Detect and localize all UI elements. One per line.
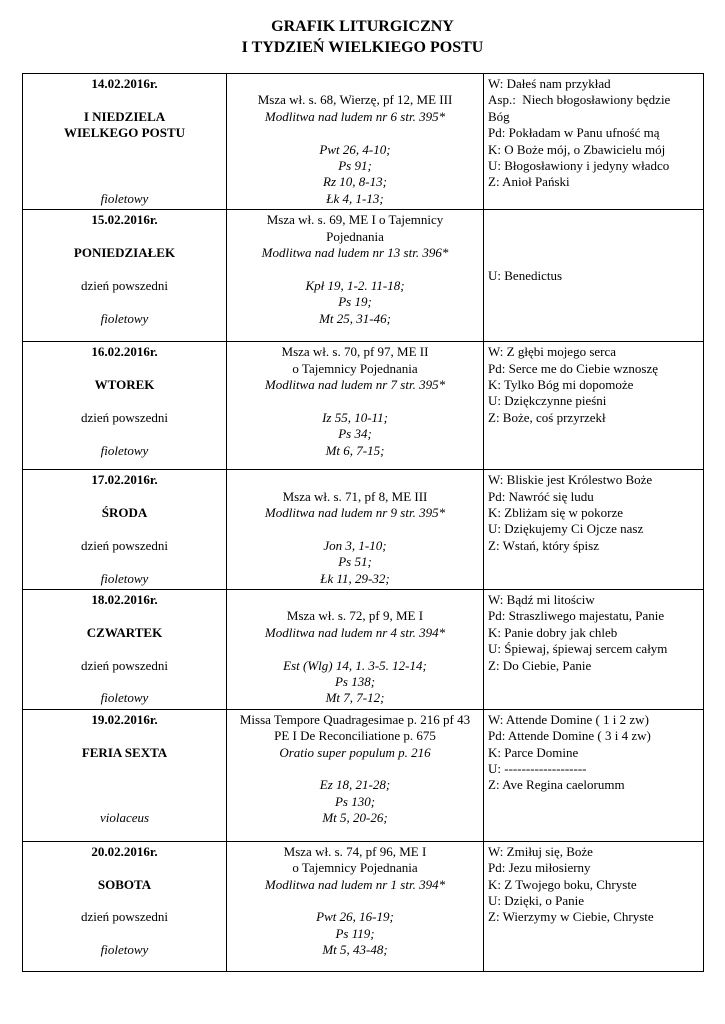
spacer bbox=[27, 761, 222, 777]
song-line: K: O Boże mój, o Zbawicielu mój bbox=[488, 141, 666, 157]
prayer-line: Modlitwa nad ludem nr 4 str. 394* bbox=[264, 624, 446, 640]
mass-cell bbox=[227, 841, 484, 971]
spacer bbox=[27, 229, 222, 245]
spacer bbox=[231, 125, 479, 141]
reading-line: Ps 138; bbox=[334, 674, 376, 690]
song-line: Z: Do Ciebie, Panie bbox=[488, 657, 592, 673]
song-line: W: Bądź mi litościw bbox=[488, 592, 595, 608]
mass-cell bbox=[227, 74, 484, 210]
prayer-line: Modlitwa nad ludem nr 1 str. 394* bbox=[264, 876, 446, 892]
song-line: K: Tylko Bóg mi dopomoże bbox=[488, 377, 634, 393]
songs-cell bbox=[484, 841, 704, 971]
song-line: K: Panie dobry jak chleb bbox=[488, 624, 618, 640]
song-line: U: Dzięki, o Panie bbox=[488, 893, 585, 909]
song-line: U: Dziękczynne pieśni bbox=[488, 393, 607, 409]
mass-line: Msza wł. s. 69, ME I o Tajemnicy bbox=[266, 212, 444, 228]
mass-cell bbox=[227, 709, 484, 841]
spacer bbox=[231, 472, 479, 488]
song-line: U: ------------------- bbox=[488, 761, 587, 777]
schedule-body bbox=[23, 74, 704, 972]
song-line: Pd: Straszliwego majestatu, Panie bbox=[488, 608, 665, 624]
reading-line: Est (Wlg) 14, 1. 3-5. 12-14; bbox=[283, 657, 427, 673]
reading-line: Ps 130; bbox=[334, 793, 376, 809]
day-kind: dzień powszedni bbox=[80, 657, 168, 673]
song-line: Bóg bbox=[488, 108, 510, 124]
table-row bbox=[23, 590, 704, 710]
liturgical-color: fioletowy bbox=[100, 690, 149, 706]
day-date: 15.02.2016r. bbox=[91, 212, 158, 228]
spacer bbox=[27, 777, 222, 793]
day-cell bbox=[23, 841, 227, 971]
table-row bbox=[23, 74, 704, 210]
day-cell bbox=[23, 210, 227, 342]
song-line: Z: Wierzymy w Ciebie, Chryste bbox=[488, 909, 654, 925]
table-row bbox=[23, 210, 704, 342]
mass-cell bbox=[227, 210, 484, 342]
reading-line: Pwt 26, 16-19; bbox=[316, 909, 394, 925]
mass-cell bbox=[227, 470, 484, 590]
mass-line: Msza wł. s. 72, pf 9, ME I bbox=[286, 608, 424, 624]
songs-cell bbox=[484, 590, 704, 710]
day-date: 20.02.2016r. bbox=[91, 843, 158, 859]
spacer bbox=[27, 728, 222, 744]
liturgical-color: fioletowy bbox=[100, 442, 149, 458]
table-row bbox=[23, 342, 704, 470]
reading-line: Ps 119; bbox=[335, 925, 375, 941]
songs-cell bbox=[484, 470, 704, 590]
day-name: FERIA SEXTA bbox=[81, 744, 168, 760]
mass-line: o Tajemnicy Pojednania bbox=[292, 860, 418, 876]
reading-line: Mt 25, 31-46; bbox=[319, 310, 391, 326]
spacer bbox=[27, 142, 222, 158]
mass-line: Msza wł. s. 68, Wierzę, pf 12, ME III bbox=[257, 92, 453, 108]
spacer bbox=[27, 489, 222, 505]
mass-line: PE I De Reconciliatione p. 675 bbox=[274, 728, 436, 744]
table-row bbox=[23, 470, 704, 590]
song-line: Z: Anioł Pański bbox=[488, 174, 570, 190]
song-line: Z: Ave Regina caelorumm bbox=[488, 777, 625, 793]
liturgical-color: fioletowy bbox=[100, 310, 149, 326]
reading-line: Kpł 19, 1-2. 11-18; bbox=[305, 277, 405, 293]
day-date: 14.02.2016r. bbox=[91, 76, 158, 91]
mass-line: Msza wł. s. 71, pf 8, ME III bbox=[282, 488, 428, 504]
spacer bbox=[27, 393, 222, 409]
day-name: WTOREK bbox=[94, 377, 155, 393]
spacer bbox=[231, 893, 479, 909]
prayer-line: Modlitwa nad ludem nr 6 str. 395* bbox=[264, 108, 446, 124]
songs-cell bbox=[484, 342, 704, 470]
spacer bbox=[27, 926, 222, 942]
day-date: 19.02.2016r. bbox=[91, 711, 158, 727]
reading-line: Mt 5, 43-48; bbox=[322, 942, 388, 958]
spacer bbox=[231, 76, 479, 92]
song-line: U: Dziękujemy Ci Ojcze nasz bbox=[488, 521, 644, 537]
song-line: K: Z Twojego boku, Chryste bbox=[488, 876, 637, 892]
day-cell bbox=[23, 74, 227, 210]
spacer bbox=[27, 860, 222, 876]
mass-line: Msza wł. s. 74, pf 96, ME I bbox=[283, 843, 427, 859]
day-cell bbox=[23, 342, 227, 470]
song-line: Asp.: Niech błogosławiony będzie bbox=[488, 92, 671, 108]
day-date: 16.02.2016r. bbox=[91, 344, 158, 360]
spacer bbox=[27, 641, 222, 657]
spacer bbox=[27, 261, 222, 277]
day-date: 18.02.2016r. bbox=[91, 592, 158, 608]
spacer bbox=[231, 261, 479, 277]
reading-line: Jon 3, 1-10; bbox=[323, 537, 387, 553]
table-row bbox=[23, 709, 704, 841]
prayer-line: Oratio super populum p. 216 bbox=[279, 744, 431, 760]
reading-line: Rz 10, 8-13; bbox=[323, 174, 387, 190]
day-date: 17.02.2016r. bbox=[91, 472, 158, 488]
song-line: Pd: Serce me do Ciebie wznoszę bbox=[488, 360, 659, 376]
prayer-line: Modlitwa nad ludem nr 7 str. 395* bbox=[264, 377, 446, 393]
reading-line: Mt 6, 7-15; bbox=[325, 442, 385, 458]
spacer bbox=[231, 521, 479, 537]
song-line: Pd: Jezu miłosierny bbox=[488, 860, 591, 876]
day-name: CZWARTEK bbox=[86, 624, 163, 640]
song-line: W: Z głębi mojego serca bbox=[488, 344, 617, 360]
day-cell bbox=[23, 470, 227, 590]
spacer bbox=[27, 92, 222, 108]
reading-line: Mt 5, 20-26; bbox=[322, 810, 388, 826]
day-cell bbox=[23, 709, 227, 841]
song-line: W: Bliskie jest Królestwo Boże bbox=[488, 472, 653, 488]
day-name: WIELKEGO POSTU bbox=[64, 125, 185, 141]
day-name: SOBOTA bbox=[97, 876, 152, 892]
title-line-1: GRAFIK LITURGICZNY bbox=[271, 18, 454, 35]
spacer bbox=[27, 893, 222, 909]
spacer bbox=[231, 393, 479, 409]
song-line: U: Błogosławiony i jedyny władco bbox=[488, 158, 670, 174]
spacer bbox=[231, 641, 479, 657]
day-name: I NIEDZIELA bbox=[83, 108, 166, 124]
spacer bbox=[27, 361, 222, 377]
spacer bbox=[27, 521, 222, 537]
page-title bbox=[0, 16, 725, 58]
reading-line: Łk 11, 29-32; bbox=[320, 570, 390, 586]
liturgical-color: violaceus bbox=[99, 810, 150, 826]
prayer-line: Modlitwa nad ludem nr 13 str. 396* bbox=[261, 245, 449, 261]
song-line: K: Parce Domine bbox=[488, 744, 579, 760]
song-line: U: Benedictus bbox=[488, 267, 563, 283]
song-line: K: Zbliżam się w pokorze bbox=[488, 505, 624, 521]
spacer bbox=[27, 174, 222, 190]
spacer bbox=[27, 426, 222, 442]
spacer bbox=[27, 294, 222, 310]
songs-cell bbox=[484, 210, 704, 342]
liturgical-schedule-table bbox=[22, 73, 704, 972]
reading-line: Ps 91; bbox=[338, 158, 372, 173]
songs-cell bbox=[484, 709, 704, 841]
song-line: W: Zmiłuj się, Boże bbox=[488, 843, 593, 859]
song-line: W: Dałeś nam przykład bbox=[488, 76, 611, 91]
reading-line: Pwt 26, 4-10; bbox=[319, 141, 391, 157]
song-line: Z: Wstań, który śpisz bbox=[488, 537, 599, 553]
spacer bbox=[27, 608, 222, 624]
song-line: Pd: Nawróć się ludu bbox=[488, 488, 594, 504]
day-kind: dzień powszedni bbox=[80, 909, 168, 925]
reading-line: Ps 34; bbox=[338, 426, 372, 442]
spacer bbox=[231, 761, 479, 777]
liturgical-color: fioletowy bbox=[100, 570, 149, 586]
day-cell bbox=[23, 590, 227, 710]
song-line: W: Attende Domine ( 1 i 2 zw) bbox=[488, 711, 649, 727]
spacer bbox=[27, 554, 222, 570]
day-kind: dzień powszedni bbox=[80, 537, 168, 553]
day-name: ŚRODA bbox=[101, 505, 148, 521]
song-line: Pd: Pokładam w Panu ufność mą bbox=[488, 125, 660, 141]
day-name: PONIEDZIAŁEK bbox=[73, 245, 176, 261]
mass-line: o Tajemnicy Pojednania bbox=[292, 360, 418, 376]
reading-line: Ps 51; bbox=[338, 554, 372, 570]
spacer bbox=[231, 592, 479, 608]
day-kind: dzień powszedni bbox=[80, 277, 168, 293]
song-line: Pd: Attende Domine ( 3 i 4 zw) bbox=[488, 728, 651, 744]
song-line: Z: Boże, coś przyrzekł bbox=[488, 409, 606, 425]
day-kind: dzień powszedni bbox=[80, 409, 168, 425]
songs-cell bbox=[484, 74, 704, 210]
mass-cell bbox=[227, 342, 484, 470]
reading-line: Ez 18, 21-28; bbox=[319, 777, 391, 793]
mass-cell bbox=[227, 590, 484, 710]
liturgical-color: fioletowy bbox=[100, 942, 149, 958]
reading-line: Łk 4, 1-13; bbox=[326, 190, 384, 206]
mass-line: Msza wł. s. 70, pf 97, ME II bbox=[281, 344, 429, 360]
mass-line: Pojednania bbox=[326, 228, 384, 244]
prayer-line: Modlitwa nad ludem nr 9 str. 395* bbox=[264, 505, 446, 521]
reading-line: Ps 19; bbox=[338, 294, 372, 310]
liturgical-color: fioletowy bbox=[100, 190, 149, 206]
title-line-2: I TYDZIEŃ WIELKIEGO POSTU bbox=[241, 39, 484, 56]
song-line: U: Śpiewaj, śpiewaj sercem całym bbox=[488, 641, 668, 657]
spacer bbox=[27, 794, 222, 810]
reading-line: Mt 7, 7-12; bbox=[325, 690, 385, 706]
reading-line: Iz 55, 10-11; bbox=[322, 409, 388, 425]
spacer bbox=[27, 674, 222, 690]
spacer bbox=[27, 158, 222, 174]
mass-line: Missa Tempore Quadragesimae p. 216 pf 43 bbox=[239, 711, 471, 727]
table-row bbox=[23, 841, 704, 971]
